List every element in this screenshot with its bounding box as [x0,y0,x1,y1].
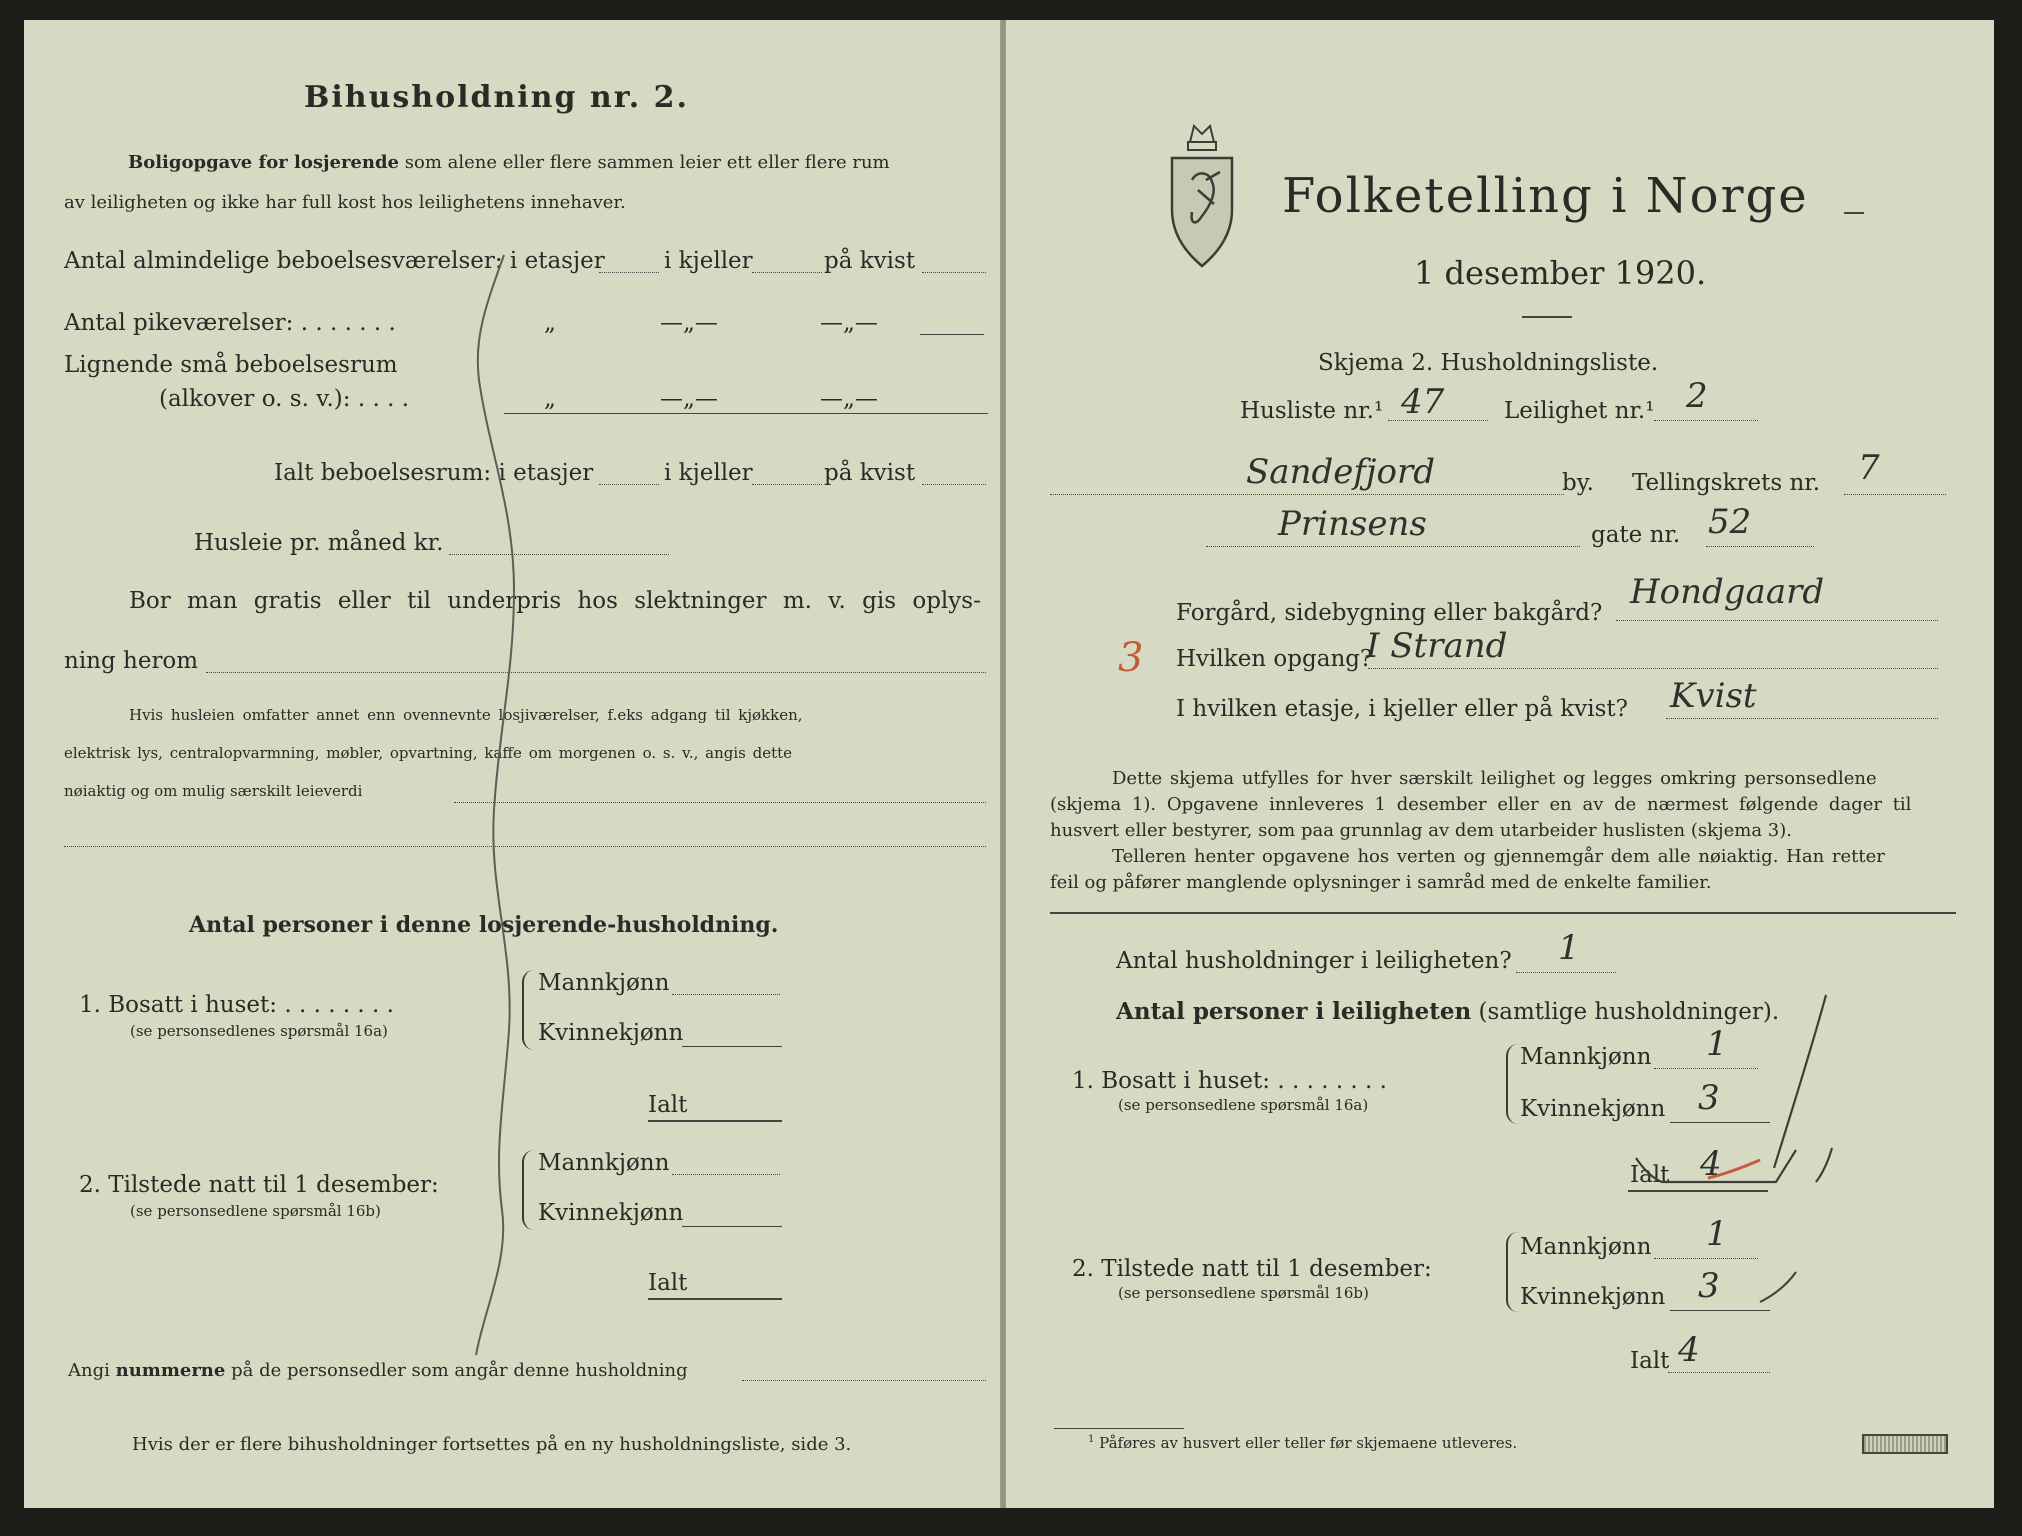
gate-label: gate nr. [1591,522,1681,548]
ialt-etasjer-field[interactable] [599,484,659,485]
husliste-label: Husliste nr.¹ [1240,398,1384,424]
ialt-kvist-label: på kvist [824,460,916,486]
lignende-line-1: Lignende små beboelsesrum [64,352,398,378]
q1-kvinne-rule [682,1046,782,1047]
r-q1-mann-label: Mannkjønn [1520,1044,1652,1070]
lignende-ditto-2: —„— [660,386,718,412]
left-footer: Hvis der er flere bihusholdninger fortsettes på en ny husholdningsliste, side 3. [132,1434,852,1455]
krets-label: Tellingskrets nr. [1632,470,1821,496]
rooms-label: Antal almindelige beboelsesværelser: i etasjer [64,248,605,274]
r-q1-kvinne-label: Kvinnekjønn [1520,1096,1666,1122]
hvis-line-3: nøiaktig og om mulig særskilt leieverdi [64,782,363,800]
instructions-line-2: (skjema 1). Opgavene innleveres 1 desember eller en av de nærmest følgende dager til [1050,794,1912,815]
leilighet-label: Leilighet nr.¹ [1504,398,1655,424]
r-q1-kvinne-value[interactable]: 3 [1698,1078,1720,1118]
r-q2-kvinne-label: Kvinnekjønn [1520,1284,1666,1310]
q2-ialt-label: Ialt [648,1270,688,1296]
r-q2-label: 2. Tilstede natt til 1 desember: [1072,1256,1432,1282]
hvis-line-1: Hvis husleien omfatter annet enn ovennevnte losjiværelser, f.eks adgang til kjøkken, [129,706,803,724]
r-q2-mann-value[interactable]: 1 [1706,1214,1728,1254]
angi-field[interactable] [742,1380,986,1381]
intro-line-2: av leiligheten og ikke har full kost hos leilighetens innehaver. [64,192,626,213]
ialt-kjeller-field[interactable] [752,484,822,485]
tally-check-marks [1596,990,1856,1310]
q2-mann-label: Mannkjønn [538,1150,670,1176]
ialt-rooms-label: Ialt beboelsesrum: i etasjer [274,460,594,486]
q1-ialt-rule [648,1120,782,1122]
husholdninger-label: Antal husholdninger i leiligheten? [1116,948,1512,974]
q1-sub: (se personsedlenes spørsmål 16a) [130,1022,388,1040]
forgard-value[interactable]: Hondgaard [1630,572,1825,612]
footnote-rule [1054,1428,1184,1429]
pike-rule [920,334,984,335]
husholdninger-value[interactable]: 1 [1558,928,1580,968]
pike-ditto-2: —„— [660,310,718,336]
right-page [1006,20,1994,1508]
rooms-kjeller-label: i kjeller [664,248,753,274]
persons-heading-right: Antal personer i leiligheten (samtlige husholdninger). [1116,998,1780,1025]
instructions-line-3: husvert eller bestyrer, som paa grunnlag av dem utarbeider huslisten (skjema 3). [1050,820,1792,841]
pike-ditto-1: „ [544,310,556,336]
q2-mann-field[interactable] [672,1174,780,1175]
angi-line: Angi nummerne på de personsedler som angår denne husholdning [68,1360,688,1381]
ialt-kvist-field[interactable] [922,484,986,485]
gate-nr-value[interactable]: 52 [1708,502,1752,542]
forgard-field[interactable] [1616,620,1938,621]
gate-field[interactable] [1206,546,1580,547]
r-q1-label: 1. Bosatt i huset: . . . . . . . . [1072,1068,1387,1094]
etasje-value[interactable]: Kvist [1670,676,1757,716]
intro-line-1: Boligopgave for losjerende som alene eller flere sammen leier ett eller flere rum [128,152,890,173]
bor-line-1: Bor man gratis eller til underpris hos slektninger m. v. gis oplys- [129,588,981,614]
instructions-line-1: Dette skjema utfylles for hver særskilt leilighet og legges omkring personsedlene [1112,768,1877,789]
pike-ditto-3: —„— [820,310,878,336]
ialt-kjeller-label: i kjeller [664,460,753,486]
husliste-value[interactable]: 47 [1401,382,1445,422]
left-page [24,20,1000,1508]
bor-field[interactable] [206,672,986,673]
r-q2-ialt-field[interactable] [1668,1372,1770,1373]
skjema-label: Skjema 2. Husholdningsliste. [1318,350,1659,376]
r-q1-ialt-label: Ialt [1630,1162,1670,1188]
krets-field[interactable] [1844,494,1946,495]
r-q1-mann-value[interactable]: 1 [1706,1024,1728,1064]
pencil-strike-mark [474,250,544,1360]
title-dash [1844,212,1864,214]
q1-label: 1. Bosatt i huset: . . . . . . . . [79,992,394,1018]
r-q2-kvinne-value[interactable]: 3 [1698,1266,1720,1306]
leilighet-value[interactable]: 2 [1686,376,1708,416]
q2-sub: (se personsedlene spørsmål 16b) [130,1202,381,1220]
r-q1-ialt-value[interactable]: 4 [1700,1144,1722,1184]
by-label: by. [1562,470,1594,496]
r-q2-brace [1506,1232,1520,1312]
r-q2-sub: (se personsedlene spørsmål 16b) [1118,1284,1369,1302]
husliste-field[interactable] [1388,420,1488,421]
lignende-sum-rule [504,413,988,414]
instructions-line-4: Telleren henter opgavene hos verten og gjennemgår dem alle nøiaktig. Han retter [1112,846,1885,867]
coat-of-arms-icon [1162,120,1242,270]
husholdninger-field[interactable] [1516,972,1616,973]
bor-line-2: ning herom [64,648,199,674]
hvis-line-2: elektrisk lys, centralopvarmning, møbler, opvartning, kaffe om morgenen o. s. v., angis dette [64,744,793,762]
rooms-kvist-field[interactable] [922,272,986,273]
r-q2-ialt-label: Ialt [1630,1348,1670,1374]
rooms-kvist-label: på kvist [824,248,916,274]
by-value[interactable]: Sandefjord [1246,452,1435,492]
r-q2-ialt-value[interactable]: 4 [1678,1330,1700,1370]
q2-ialt-rule [648,1298,782,1300]
lignende-ditto-3: —„— [820,386,878,412]
census-title: Folketelling i Norge [1282,168,1809,224]
etasje-red-mark: 3 [1118,635,1144,681]
leilighet-field[interactable] [1654,420,1758,421]
q1-ialt-label: Ialt [648,1092,688,1118]
rooms-etasjer-field[interactable] [599,272,659,273]
by-field[interactable] [1050,494,1564,495]
r-q2-mann-label: Mannkjønn [1520,1234,1652,1260]
q2-kvinne-label: Kvinnekjønn [538,1200,684,1226]
instructions-line-5: feil og påfører manglende oplysninger i samråd med de enkelte familier. [1050,872,1712,893]
q1-kvinne-label: Kvinnekjønn [538,1020,684,1046]
pike-label: Antal pikeværelser: . . . . . . . [64,310,396,336]
etasje-label: I hvilken etasje, i kjeller eller på kvist? [1176,696,1628,722]
section-divider [1050,912,1956,914]
forgard-label: Forgård, sidebygning eller bakgård? [1176,600,1603,626]
persons-heading: Antal personer i denne losjerende-husholdning. [189,912,779,938]
q2-kvinne-rule [682,1226,782,1227]
date-rule [1522,316,1572,318]
opgang-value[interactable]: I Strand [1366,626,1508,666]
lignende-ditto-1: „ [544,386,556,412]
husleie-label: Husleie pr. måned kr. [194,530,444,556]
bihusholdning-title: Bihusholdning nr. 2. [304,80,689,115]
census-date: 1 desember 1920. [1414,254,1707,292]
lignende-line-2: (alkover o. s. v.): . . . . [159,386,410,412]
r-q1-brace [1506,1044,1520,1124]
gate-value[interactable]: Prinsens [1278,504,1427,544]
rooms-kjeller-field[interactable] [752,272,822,273]
gate-nr-field[interactable] [1706,546,1814,547]
r-q2-kvinne-rule [1670,1310,1770,1311]
opgang-label: Hvilken opgang? [1176,646,1373,672]
krets-value[interactable]: 7 [1858,448,1880,488]
q1-mann-label: Mannkjønn [538,970,670,996]
q1-mann-field[interactable] [672,994,780,995]
opgang-field[interactable] [1368,668,1938,669]
footnote: $^1$ Påføres av husvert eller teller før skjemaene utleveres. [1088,1434,1518,1452]
printer-stamp [1862,1434,1948,1454]
etasje-field[interactable] [1666,718,1938,719]
q2-label: 2. Tilstede natt til 1 desember: [79,1172,439,1198]
r-q1-sub: (se personsedlene spørsmål 16a) [1118,1096,1369,1114]
